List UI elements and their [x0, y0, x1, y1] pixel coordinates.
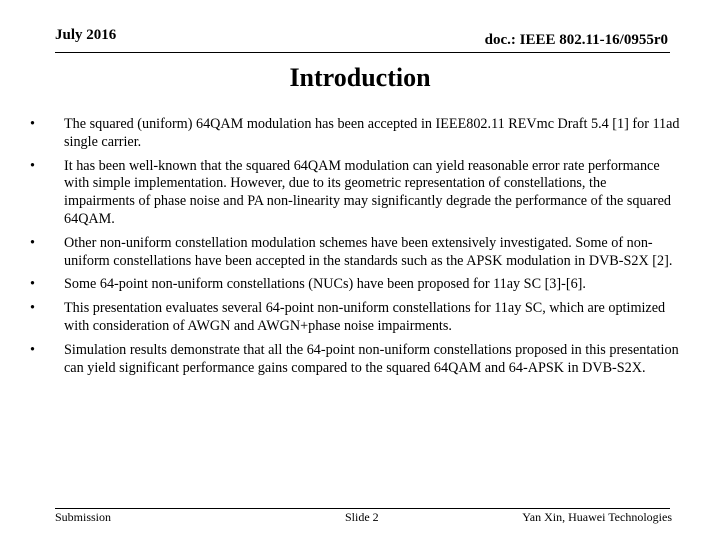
footer-slide-number: Slide 2 — [345, 510, 379, 524]
bullet-marker: • — [30, 157, 35, 174]
bullet-item — [28, 116, 680, 152]
bullet-text: Other non-uniform constellation modulation schemes have been extensively investigated. Some of non-uniform constellations have been accepted in the standards such as the APSK modulation in DVB-S2X [2]. — [64, 234, 673, 269]
footer-author: Yan Xin, Huawei Technologies — [522, 510, 672, 524]
bullet-marker: • — [30, 116, 35, 132]
bullet-item — [28, 235, 680, 271]
footer-submission: Submission — [55, 510, 112, 524]
footer-divider — [55, 508, 670, 509]
header-date: July 2016 — [55, 27, 117, 43]
bullet-text: It has been well-known that the squared 64QAM modulation can yield reasonable error rate performance with simple implementation. However, due to its geometric representation of constellations, the impairments of phase noise and PA non-linearity may significantly degrade the performance of the squared 64QAM. — [64, 157, 671, 227]
slide-title: Introduction — [289, 63, 431, 92]
bullet-item — [28, 158, 680, 229]
bullet-marker: • — [30, 300, 35, 317]
bullet-text: This presentation evaluates several 64-point non-uniform constellations for 11ay SC, which are optimized with consideration of AWGN and AWGN+phase noise impairments. — [64, 300, 666, 334]
bullet-marker: • — [30, 276, 35, 293]
bullet-item — [28, 300, 680, 336]
header-doc-id: doc.: IEEE 802.11-16/0955r0 — [484, 32, 668, 48]
bullet-text: Some 64-point non-uniform constellations (NUCs) have been proposed for 11ay SC [3]-[6]. — [64, 276, 586, 293]
bullet-item — [28, 342, 680, 378]
bullet-marker: • — [30, 234, 35, 251]
bullet-text: The squared (uniform) 64QAM modulation has been accepted in IEEE802.11 REVmc Draft 5.4 [1] for 11ad single carrier. — [64, 116, 680, 150]
header-divider — [55, 52, 670, 53]
bullet-item — [28, 276, 680, 294]
bullet-text: Simulation results demonstrate that all the 64-point non-uniform constellations proposed in this presentation can yield significant performance gains compared to the squared 64QAM and 64-APSK in DVB-S2X. — [64, 341, 679, 376]
bullet-list — [28, 116, 680, 383]
bullet-marker: • — [30, 341, 35, 358]
